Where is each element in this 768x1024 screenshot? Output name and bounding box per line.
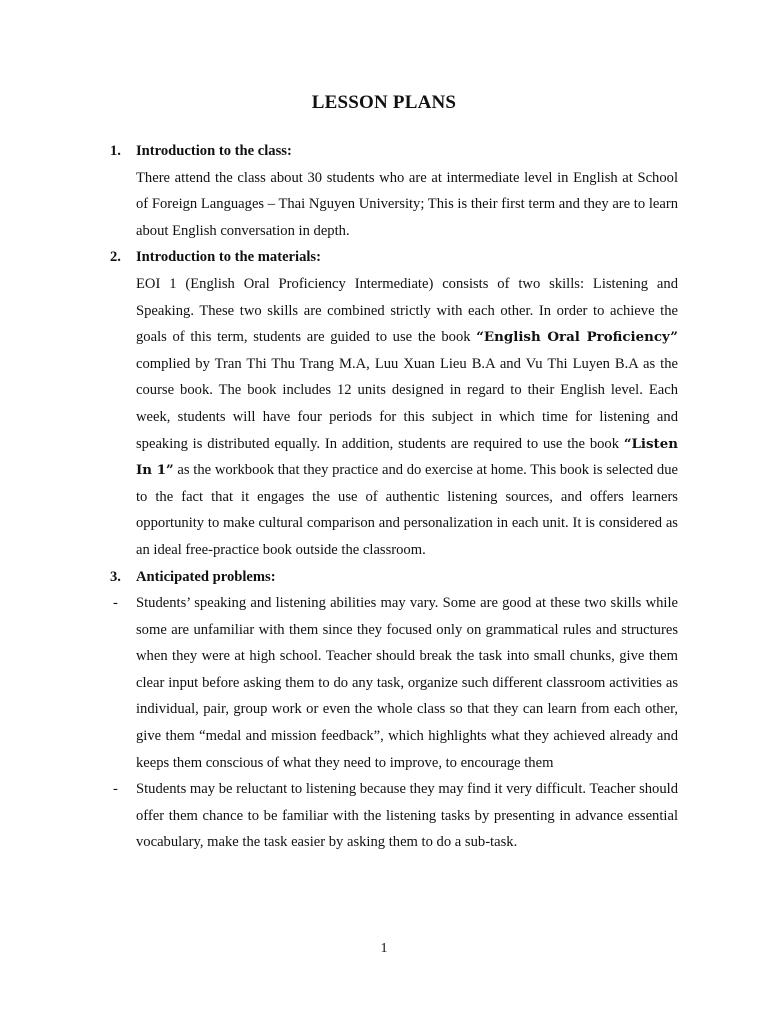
page-number: 1 xyxy=(380,941,388,956)
bullet-mark: - xyxy=(113,781,118,798)
section-class-intro xyxy=(110,138,678,244)
section-heading-text: Anticipated problems: xyxy=(136,568,276,585)
section-heading xyxy=(110,244,678,271)
section-heading xyxy=(110,138,678,165)
section-number: 2. xyxy=(110,249,121,266)
list-item-text: Students may be reluctant to listening because they may find it very difficult. Teacher should offer them chance to be familiar with the listening tasks by presenting in advance essential vocabulary, make the task easier by asking them to do a sub-task. xyxy=(136,781,678,851)
list-item xyxy=(110,590,678,776)
section-paragraph: There attend the class about 30 students who are at intermediate level in English at School of Foreign Languages – Thai Nguyen University; This is their first term and they are to learn about English conversation in depth. xyxy=(136,169,678,239)
paragraph-text: as the workbook that they practice and do exercise at home. This book is selected due to the fact that it engages the use of authentic listening sources, and offers learners opportunity to make cultural comparison and personalization in each unit. It is considered as an ideal free-practice book outside the classroom. xyxy=(136,462,678,558)
bullet-mark: - xyxy=(113,595,118,612)
book-title-course: “English Oral Proficiency” xyxy=(476,329,678,346)
section-number: 1. xyxy=(110,143,121,159)
section-number: 3. xyxy=(110,568,121,585)
section-anticipated-problems xyxy=(110,564,678,857)
document-body xyxy=(110,138,678,856)
list-item-text: Students’ speaking and listening abilities may vary. Some are good at these two skills while some are unfamiliar with them since they focused only on grammatical rules and structures when they were at high school. Teacher should break the task into small chunks, give them clear input before asking them to do any task, organize such different classroom activities as individual, pair, group work or even the whole class so that they can learn from each other, give them “medal and mission feedback”, which highlights what they achieved already and keeps them conscious of what they need to improve, to encourage them xyxy=(136,595,678,771)
paragraph-text: complied by Tran Thi Thu Trang M.A, Luu Xuan Lieu B.A and Vu Thi Luyen B.A as the course book. The book includes 12 units designed in regard to their English level. Each week, students will have four periods for this subject in which time for listening and speaking is distributed equally. In addition, students are required to use the book xyxy=(136,355,678,452)
paragraph-text: EOI 1 (English Oral Proficiency Intermediate) consists of two skills: Listening and Speaking. These two skills are combined strictly with each other. In order to achieve the goals of this term, students are guided to use the book xyxy=(136,275,678,346)
book-title-workbook: “Listen In 1” xyxy=(136,435,678,479)
section-heading xyxy=(110,564,678,591)
list-item xyxy=(110,776,678,856)
section-heading-text: Introduction to the class: xyxy=(136,143,292,159)
page-title: LESSON PLANS xyxy=(311,92,457,113)
section-paragraph xyxy=(110,271,678,564)
section-heading-text: Introduction to the materials: xyxy=(136,249,321,266)
section-materials-intro xyxy=(110,244,678,563)
